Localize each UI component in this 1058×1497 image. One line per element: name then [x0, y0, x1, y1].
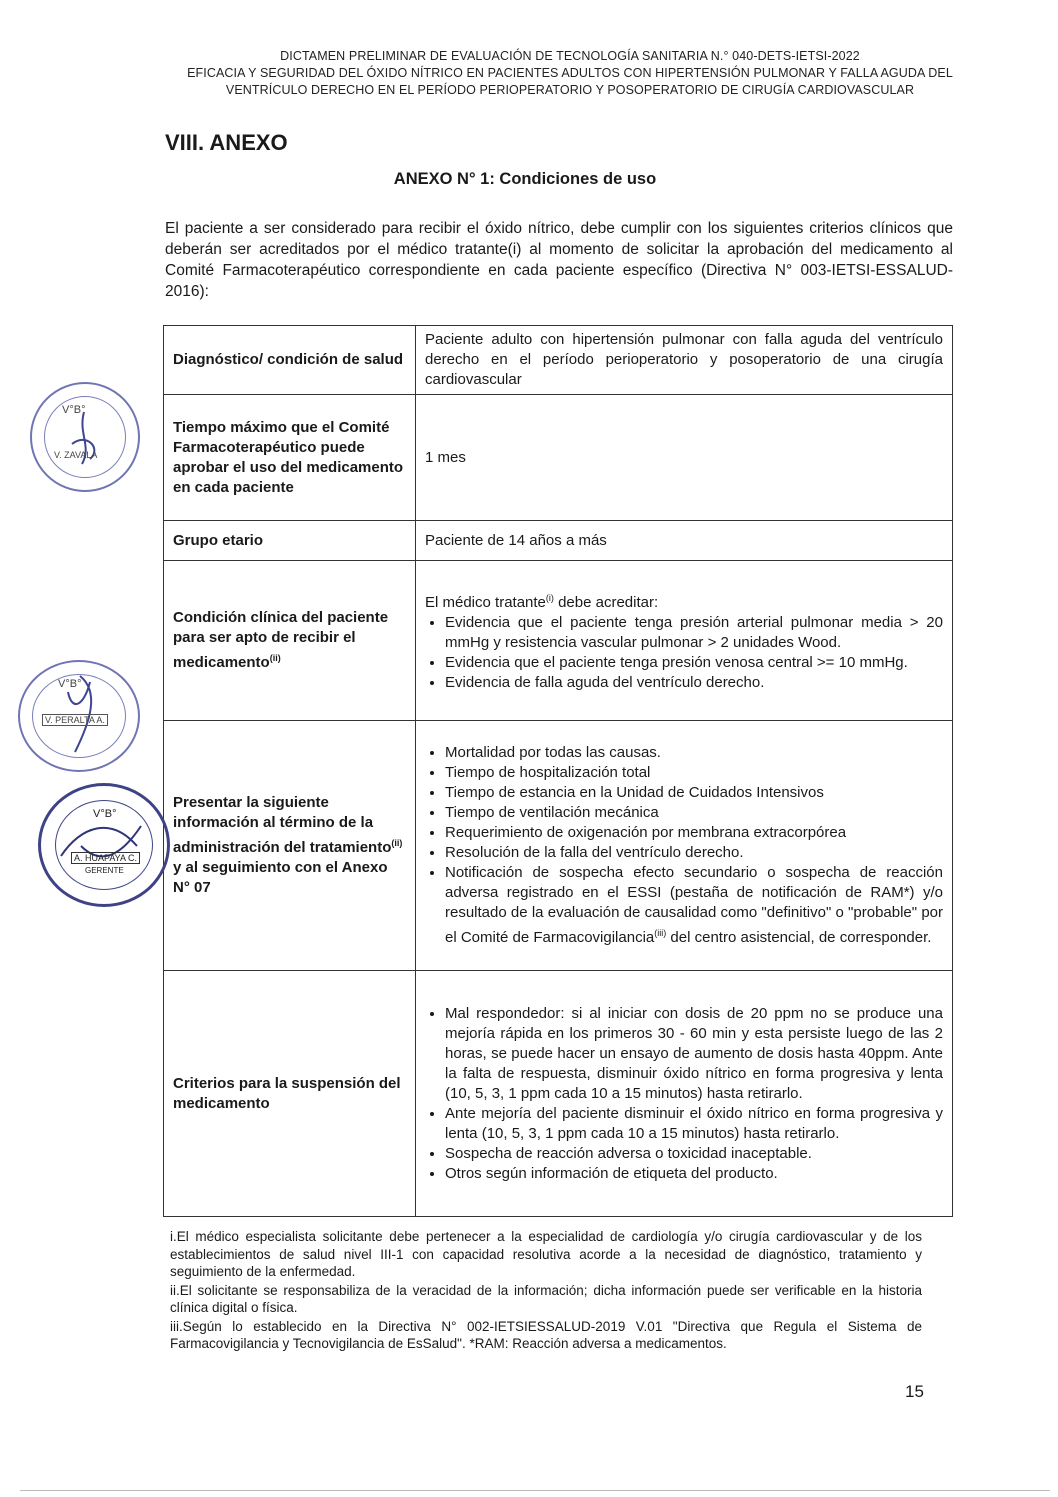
footnotes	[170, 1228, 922, 1354]
bullet-list	[425, 743, 943, 948]
row-content: Paciente adulto con hipertensión pulmonar con falla aguda del ventrículo derecho en el período perioperatorio y posoperatorio de una cirugía cardiovascular	[416, 326, 953, 395]
table-row-suspension-criteria	[164, 971, 953, 1217]
bullet-list	[425, 1004, 943, 1184]
table-row-report-info	[164, 721, 953, 971]
stamp-vobo: V°B°	[58, 678, 82, 690]
row-label: Tiempo máximo que el Comité Farmacoterapéutico puede aprobar el uso del medicamento en cada paciente	[164, 395, 416, 521]
header-line-2: EFICACIA Y SEGURIDAD DEL ÓXIDO NÍTRICO EN PACIENTES ADULTOS CON HIPERTENSIÓN PULMONAR Y FALLA AGUDA DEL	[187, 66, 953, 80]
list-item: • Evidencia que el paciente tenga presión venosa central >= 10 mmHg.	[445, 653, 943, 673]
row-label	[164, 721, 416, 971]
stamp-vobo: V°B°	[62, 404, 86, 416]
stamp-huapaya	[38, 783, 170, 907]
table-row-diagnosis	[164, 326, 953, 395]
row-label: Grupo etario	[164, 521, 416, 561]
footnote: iii.Según lo establecido en la Directiva N° 002-IETSIESSALUD-2019 V.01 "Directiva que Regula el Sistema de Farmacovigilancia y Tecnovigilancia de EsSalud". *RAM: Reacción adversa a medicamentos.	[170, 1318, 922, 1351]
list-item-superscript: (iii)	[654, 928, 667, 938]
header-line-3: VENTRÍCULO DERECHO EN EL PERÍODO PERIOPERATORIO Y POSOPERATORIO DE CIRUGÍA CARDIOVASCULAR	[225, 83, 915, 97]
list-item: • Evidencia que el paciente tenga presión arterial pulmonar media > 20 mmHg y resistencia vascular pulmonar > 2 unidades Wood.	[445, 613, 943, 653]
stamp-role: GERENTE	[85, 866, 124, 875]
scan-edge-line	[20, 1490, 1050, 1491]
conditions-table	[163, 325, 953, 1217]
row-lead-text: El médico tratante	[425, 594, 546, 611]
list-item-text: Notificación de sospecha efecto secundario o sospecha de reacción adversa registrado en el ESSI (pestaña de notificación de RAM*) y/o resultado de la evaluación de causalidad como "definitivo" o "probable" por el Comité de Farmacovigilancia	[445, 864, 943, 946]
row-label: Criterios para la suspensión del medicamento	[164, 971, 416, 1217]
row-lead-superscript: (i)	[545, 593, 554, 603]
list-item: • Sospecha de reacción adversa o toxicidad inaceptable.	[445, 1144, 943, 1164]
document-header	[150, 48, 990, 99]
list-item: • Tiempo de hospitalización total	[445, 763, 943, 783]
stamp-name: A. HUAPAYA C.	[71, 852, 140, 864]
row-label-text: Presentar la siguiente información al término de la administración del tratamiento	[173, 794, 392, 856]
table-row-max-time	[164, 395, 953, 521]
row-label-superscript: (ii)	[269, 653, 281, 663]
stamp-name: V. PERALTA A.	[42, 714, 108, 726]
list-item: • Mal respondedor: si al iniciar con dosis de 20 ppm no se produce una mejoría rápida en los primeros 30 - 60 min y esta persiste luego de las 2 horas, se puede hacer un ensayo de aumento de dosis hasta 40ppm. Ante la falta de respuesta, disminuir óxido nítrico en forma progresiva y lenta (10, 5, 3, 1 ppm cada 10 a 15 minutos) hasta retirarlo.	[445, 1004, 943, 1104]
page-number: 15	[905, 1382, 924, 1401]
intro-paragraph: El paciente a ser considerado para recibir el óxido nítrico, debe cumplir con los siguientes criterios clínicos que deberán ser acreditados por el médico tratante(i) al momento de solicitar la aprobación del medicamento al Comité Farmacoterapéutico correspondiente en cada paciente específico (Directiva N° 003-IETSI-ESSALUD-2016):	[165, 220, 953, 300]
list-item: • Evidencia de falla aguda del ventrículo derecho.	[445, 673, 943, 693]
row-label-superscript: (ii)	[391, 838, 403, 848]
section-title: VIII. ANEXO	[165, 130, 288, 155]
stamp-name: V. ZAVALA	[54, 450, 98, 460]
table-row-age-group	[164, 521, 953, 561]
list-item: • Ante mejoría del paciente disminuir el óxido nítrico en forma progresiva y lenta (10, 5, 3, 1 ppm cada 10 a 15 minutos) hasta retirarlo.	[445, 1104, 943, 1144]
bullet-list	[425, 613, 943, 693]
list-item-tail: del centro asistencial, de corresponder.	[666, 929, 932, 946]
row-label-tail: y al seguimiento con el Anexo N° 07	[173, 859, 388, 896]
table-row-clinical-condition	[164, 561, 953, 721]
list-item: • Tiempo de estancia en la Unidad de Cuidados Intensivos	[445, 783, 943, 803]
list-item: • Resolución de la falla del ventrículo derecho.	[445, 843, 943, 863]
row-content: Paciente de 14 años a más	[416, 521, 953, 561]
footnote: i.El médico especialista solicitante debe pertenecer a la especialidad de cardiología y/o cirugía cardiovascular y de los establecimientos de salud nivel III-1 con capacidad resolutiva acorde a la necesidad de diagnóstico, tratamiento y seguimiento de la enfermedad.	[170, 1229, 922, 1279]
header-line-1: DICTAMEN PRELIMINAR DE EVALUACIÓN DE TECNOLOGÍA SANITARIA N.° 040-DETS-IETSI-2022	[280, 49, 860, 63]
row-label: Diagnóstico/ condición de salud	[164, 326, 416, 395]
list-item: • Otros según información de etiqueta del producto.	[445, 1164, 943, 1184]
row-content: 1 mes	[416, 395, 953, 521]
signature-mark	[41, 786, 167, 904]
signature-mark	[32, 384, 138, 490]
row-label-text: Condición clínica del paciente para ser apto de recibir el medicamento	[173, 609, 389, 671]
list-item: • Mortalidad por todas las causas.	[445, 743, 943, 763]
list-item: • Tiempo de ventilación mecánica	[445, 803, 943, 823]
row-content	[416, 721, 953, 971]
stamp-zavala	[30, 382, 140, 492]
list-item: • Requerimiento de oxigenación por membrana extracorpórea	[445, 823, 943, 843]
list-item	[445, 863, 943, 948]
row-lead-tail: debe acreditar:	[553, 594, 659, 611]
stamp-vobo: V°B°	[93, 808, 117, 820]
row-content	[416, 561, 953, 721]
stamp-peralta	[18, 660, 140, 772]
footnote: ii.El solicitante se responsabiliza de la veracidad de la información; dicha información puede ser verificable en la historia clínica digital o física.	[170, 1282, 922, 1315]
row-label	[164, 561, 416, 721]
row-content	[416, 971, 953, 1217]
annex-title: ANEXO N° 1: Condiciones de uso	[393, 170, 657, 188]
row-lead	[425, 588, 943, 613]
